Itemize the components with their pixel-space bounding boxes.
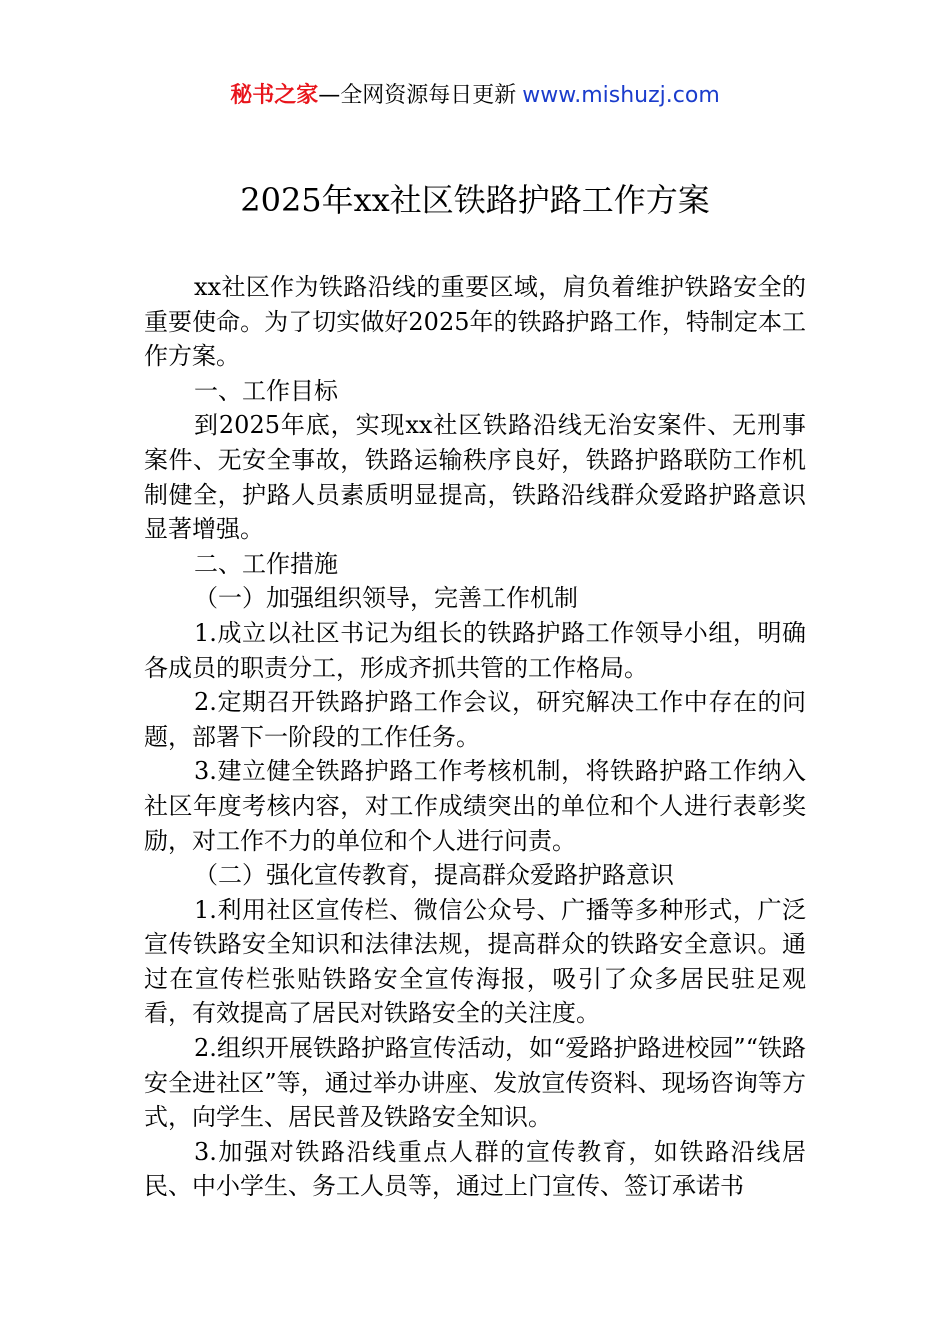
paragraph-measure-2-1: 1.利用社区宣传栏、微信公众号、广播等多种形式，广泛宣传铁路安全知识和法律法规，提高群众的铁路安全意识。通过在宣传栏张贴铁路安全宣传海报，吸引了众多居民驻足观看，有效提高了居民对铁路安全的关注度。 bbox=[144, 895, 806, 1028]
paragraph-measure-1-3: 3.建立健全铁路护路工作考核机制，将铁路护路工作纳入社区年度考核内容，对工作成绩突出的单位和个人进行表彰奖励，对工作不力的单位和个人进行问责。 bbox=[144, 757, 806, 855]
document-title: 2025年xx社区铁路护路工作方案 bbox=[240, 181, 710, 219]
paragraph-measure-2-2: 2.组织开展铁路护路宣传活动，如“爱路护路进校园”“铁路安全进社区”等，通过举办讲座、发放宣传资料、现场咨询等方式，向学生、居民普及铁路安全知识。 bbox=[144, 1034, 806, 1132]
site-tagline: —全网资源每日更新 bbox=[318, 83, 517, 108]
paragraph-measure-1-2: 2.定期召开铁路护路工作会议，研究解决工作中存在的问题，部署下一阶段的工作任务。 bbox=[144, 688, 806, 751]
subheading-publicity: （二）强化宣传教育，提高群众爱路护路意识 bbox=[194, 861, 674, 890]
site-header bbox=[0, 80, 950, 112]
paragraph-measure-2-3: 3.加强对铁路沿线重点人群的宣传教育，如铁路沿线居民、中小学生、务工人员等，通过上门宣传、签订承诺书 bbox=[144, 1137, 806, 1201]
heading-work-measures: 二、工作措施 bbox=[194, 549, 338, 578]
paragraph-measure-1-1: 1.成立以社区书记为组长的铁路护路工作领导小组，明确各成员的职责分工，形成齐抓共管的工作格局。 bbox=[144, 618, 806, 682]
site-url-link[interactable]: www.mishuzj.com bbox=[522, 83, 720, 108]
heading-work-goal: 一、工作目标 bbox=[194, 376, 338, 405]
paragraph-intro: xx社区作为铁路沿线的重要区域，肩负着维护铁路安全的重要使命。为了切实做好2025年的铁路护路工作，特制定本工作方案。 bbox=[144, 273, 806, 371]
paragraph-goal: 到2025年底，实现xx社区铁路沿线无治安案件、无刑事案件、无安全事故，铁路运输秩序良好，铁路护路联防工作机制健全，护路人员素质明显提高，铁路沿线群众爱路护路意识显著增强。 bbox=[144, 411, 806, 544]
subheading-organization: （一）加强组织领导，完善工作机制 bbox=[194, 584, 578, 613]
site-brand: 秘书之家 bbox=[230, 83, 319, 108]
document-body bbox=[144, 270, 806, 1204]
